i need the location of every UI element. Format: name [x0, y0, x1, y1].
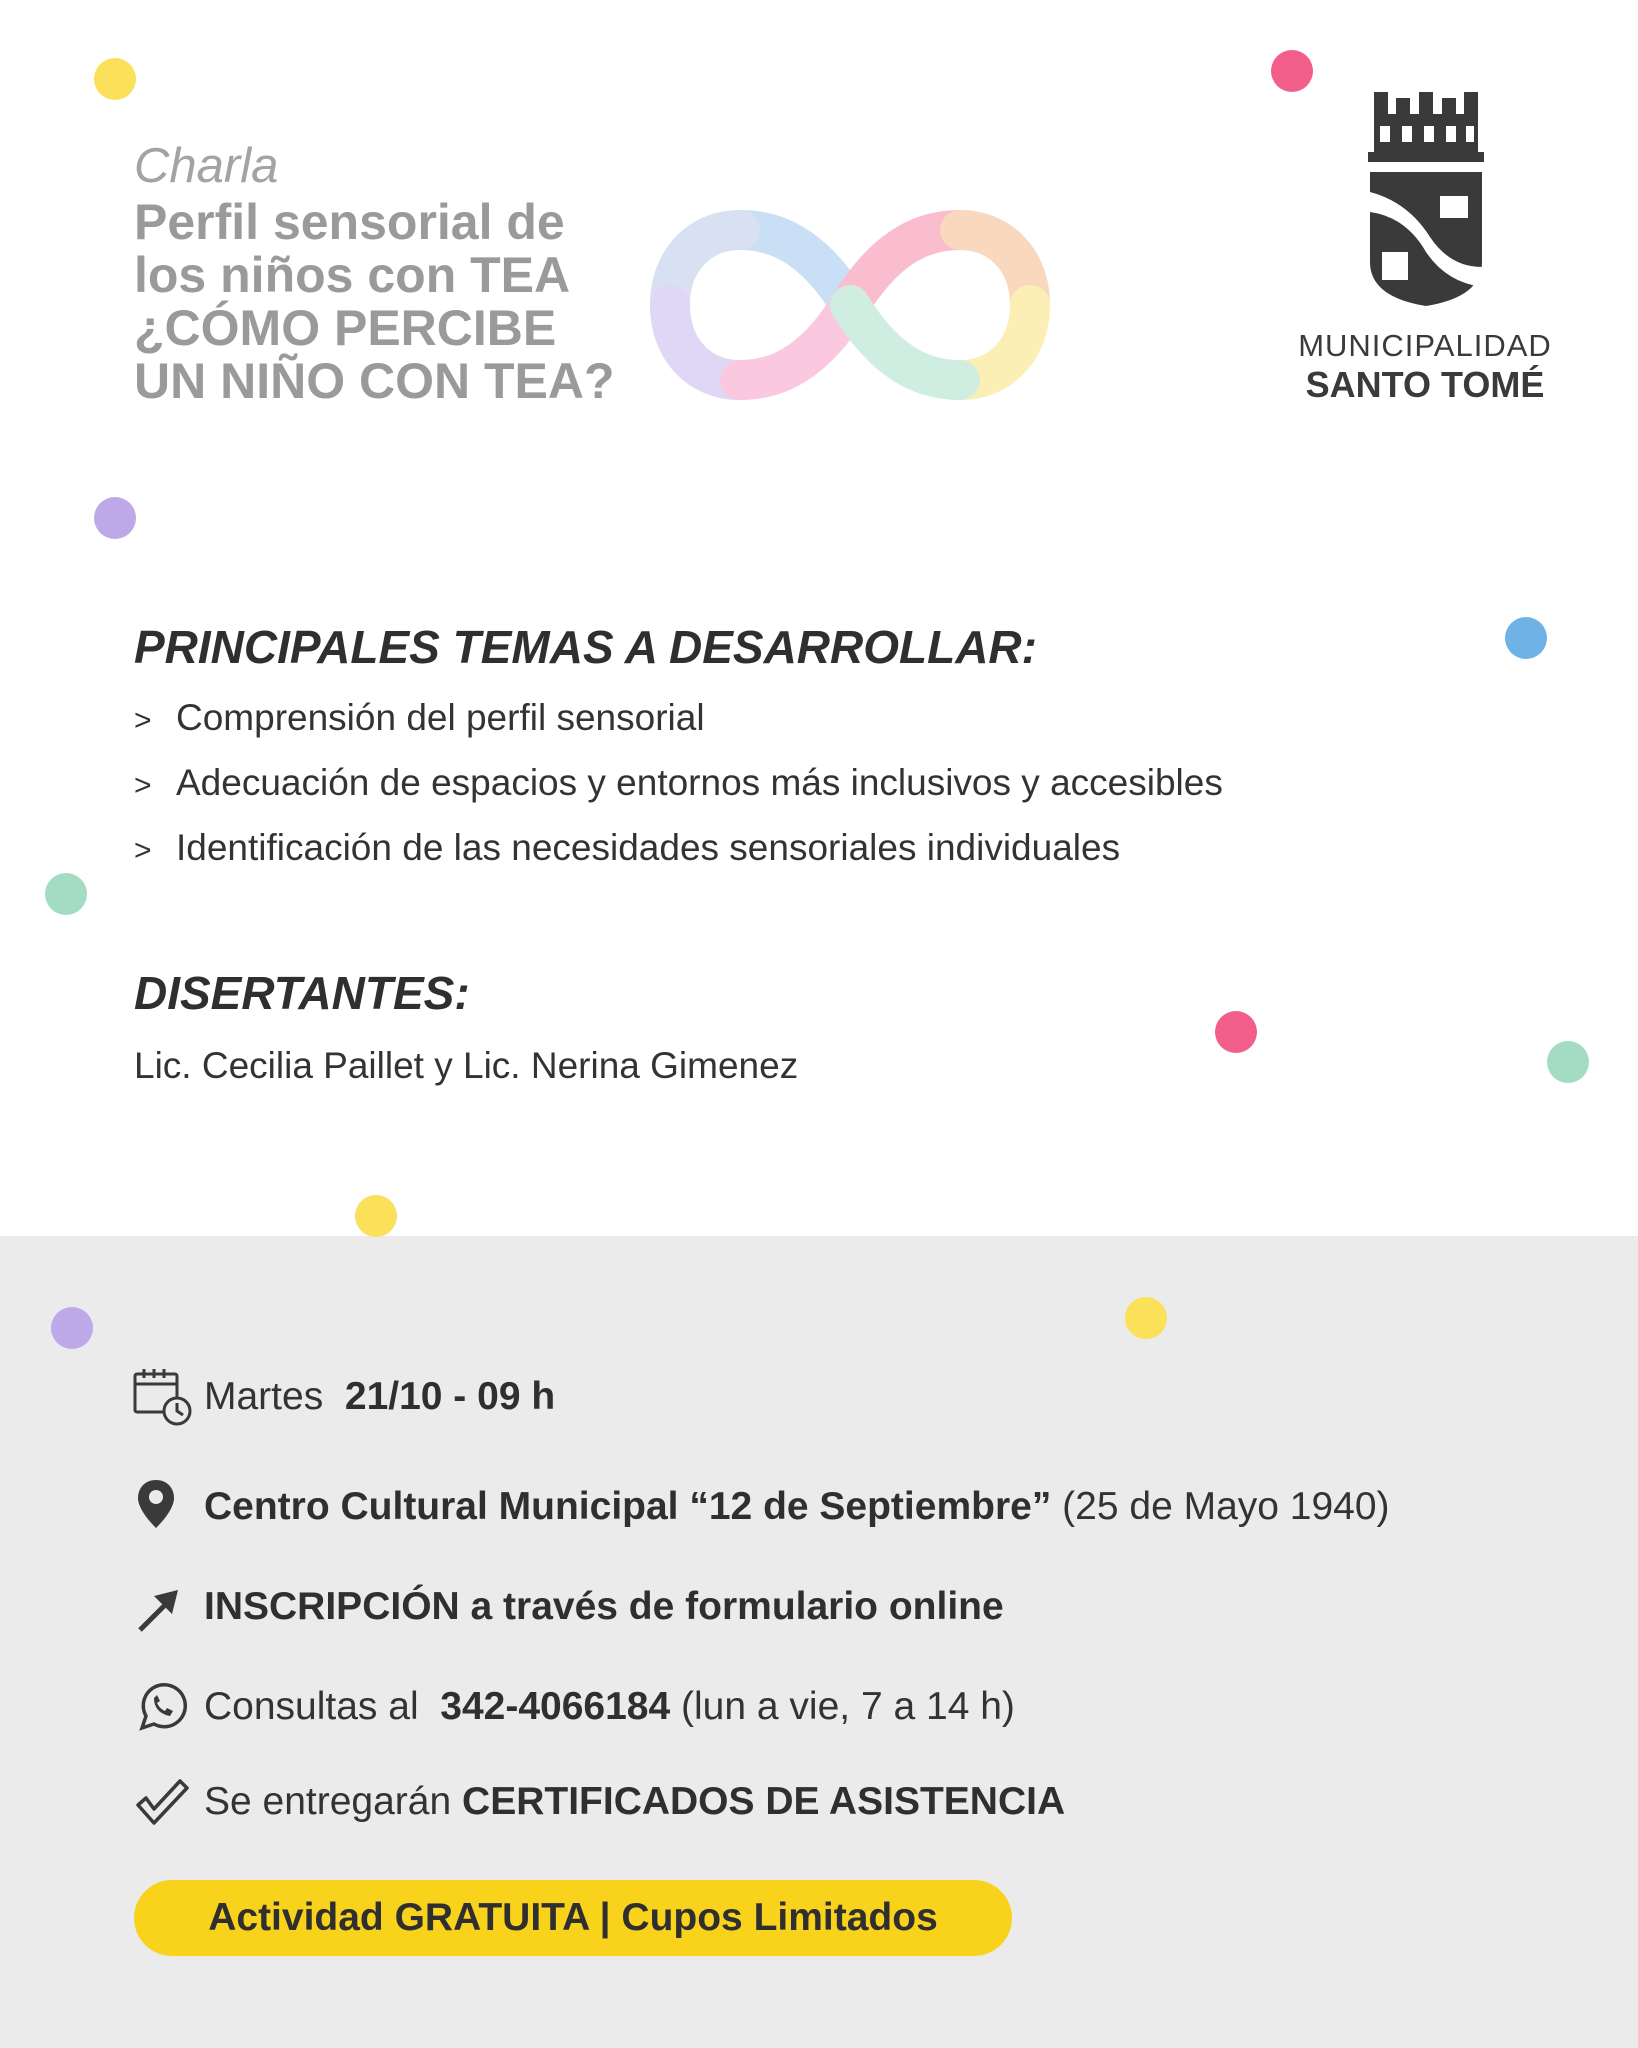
title-line: UN NIÑO CON TEA? [134, 353, 615, 409]
contact-row [132, 1676, 1015, 1738]
bullet-chevron: > [134, 704, 152, 737]
title-line: ¿CÓMO PERCIBE [134, 300, 557, 356]
date-prefix: Martes [204, 1375, 324, 1418]
speakers-heading: DISERTANTES: [134, 967, 470, 1019]
calendar-clock-icon [132, 1366, 194, 1428]
decor-dot-pink [1215, 1011, 1257, 1053]
topic-text: Comprensión del perfil sensorial [176, 697, 705, 738]
registration-text[interactable]: INSCRIPCIÓN a través de formulario online [204, 1585, 1004, 1628]
list-item [134, 762, 1223, 804]
contact-prefix: Consultas al [204, 1685, 419, 1728]
municipality-label: MUNICIPALIDAD [1298, 328, 1552, 363]
map-pin-icon [132, 1476, 194, 1538]
speakers-names: Lic. Cecilia Paillet y Lic. Nerina Gimenez [134, 1045, 799, 1086]
checkmark-icon [132, 1771, 194, 1833]
decor-dot-purple [51, 1307, 93, 1349]
title-line: los niños con TEA [134, 247, 571, 303]
decor-dot-yellow [1125, 1297, 1167, 1339]
bullet-chevron: > [134, 769, 152, 802]
location-row [132, 1476, 1390, 1538]
decor-dot-yellow [355, 1195, 397, 1237]
certificates-row [132, 1771, 1065, 1833]
contact-hours: (lun a vie, 7 a 14 h) [681, 1685, 1015, 1728]
event-kicker: Charla [134, 139, 279, 193]
topic-text: Identificación de las necesidades sensoriales individuales [176, 827, 1121, 868]
list-item [134, 827, 1120, 869]
arrow-up-right-icon [132, 1576, 194, 1638]
decor-dot-mint [45, 873, 87, 915]
municipality-name: SANTO TOMÉ [1305, 364, 1545, 405]
registration-row[interactable] [132, 1576, 1004, 1638]
topic-text: Adecuación de espacios y entornos más inclusivos y accesibles [176, 762, 1223, 803]
infinity-symbol-icon [640, 200, 1060, 410]
decor-dot-purple [94, 497, 136, 539]
venue-address: (25 de Mayo 1940) [1062, 1485, 1390, 1528]
venue-name: Centro Cultural Municipal “12 de Septiembre” [204, 1485, 1052, 1528]
list-item [134, 697, 705, 739]
title-line: Perfil sensorial de [134, 194, 565, 250]
municipal-crest-logo [1368, 92, 1484, 310]
date-value: 21/10 - 09 h [344, 1375, 556, 1418]
whatsapp-icon [132, 1676, 194, 1738]
decor-dot-pink [1271, 50, 1313, 92]
contact-phone[interactable]: 342-4066184 [440, 1685, 671, 1728]
event-title [134, 196, 694, 408]
decor-dot-blue [1505, 617, 1547, 659]
certificates-value: CERTIFICADOS DE ASISTENCIA [462, 1780, 1066, 1823]
decor-dot-mint [1547, 1041, 1589, 1083]
topics-heading: PRINCIPALES TEMAS A DESARROLLAR: [134, 621, 1037, 673]
free-activity-badge: Actividad GRATUITA | Cupos Limitados [134, 1880, 1012, 1956]
decor-dot-yellow [94, 58, 136, 100]
date-row [132, 1366, 555, 1428]
bullet-chevron: > [134, 834, 152, 867]
certificates-prefix: Se entregarán [204, 1780, 452, 1823]
